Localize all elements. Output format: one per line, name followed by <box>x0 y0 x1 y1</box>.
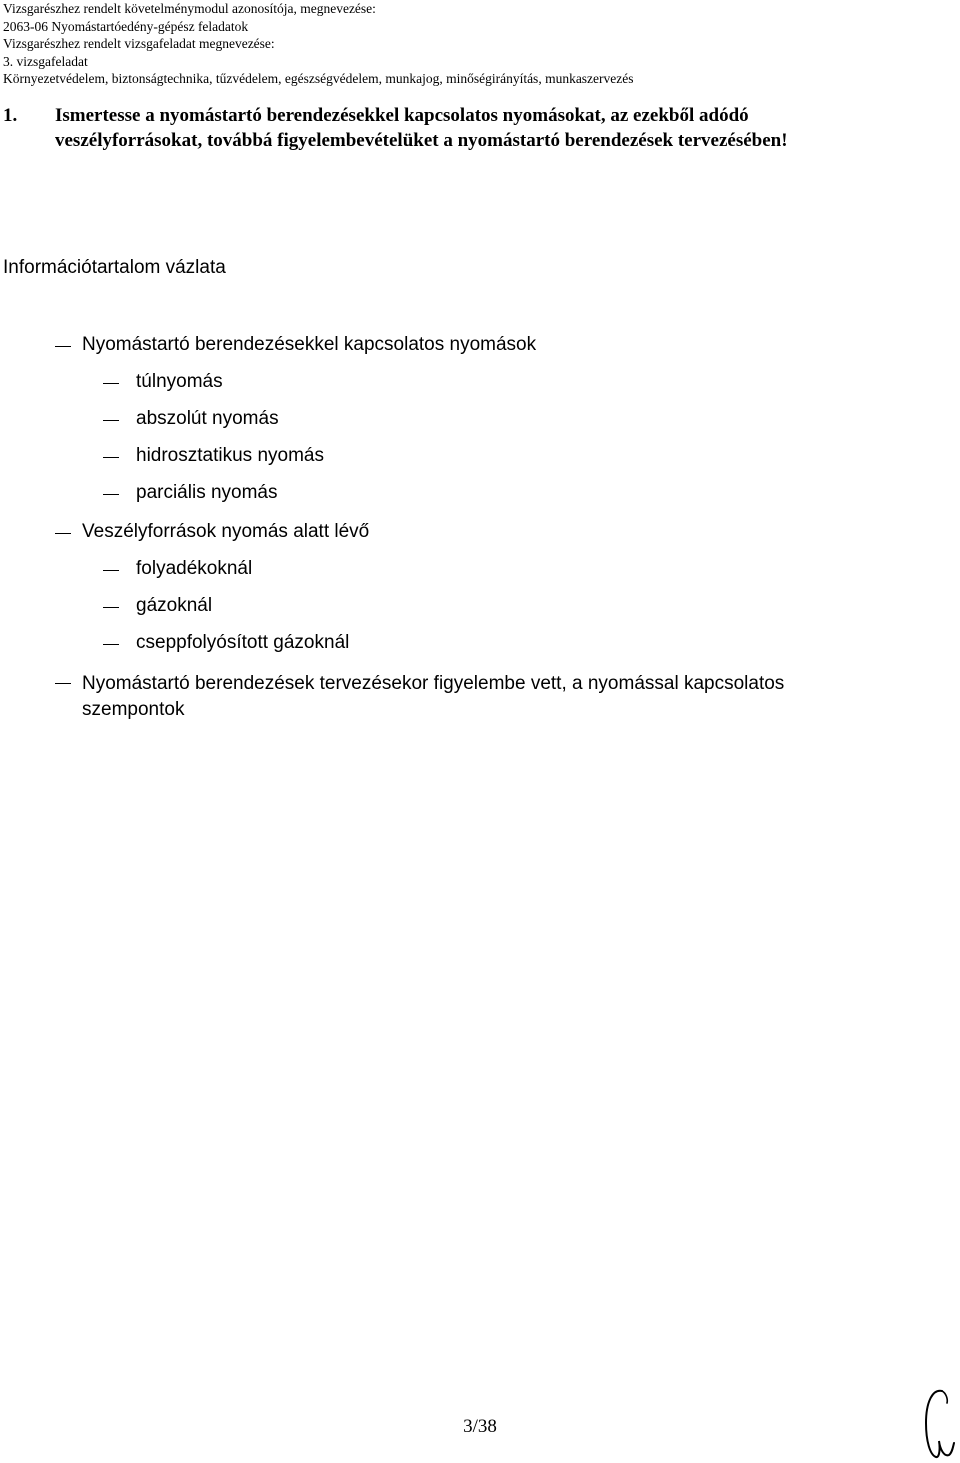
dash-bullet <box>103 570 119 571</box>
section-title: Információtartalom vázlata <box>3 257 226 278</box>
outline-item-text: túlnyomás <box>136 371 223 392</box>
dash-bullet <box>103 420 119 421</box>
dash-bullet <box>103 494 119 495</box>
outline-item-text: parciális nyomás <box>136 482 278 503</box>
dash-bullet <box>103 644 119 645</box>
outline-item-text: Veszélyforrások nyomás alatt lévő <box>82 521 370 542</box>
signature-mark <box>918 1385 958 1463</box>
dash-bullet <box>55 683 71 684</box>
outline-item-text: Nyomástartó berendezésekkel kapcsolatos nyomások <box>82 334 537 355</box>
dash-bullet <box>103 383 119 384</box>
document-header <box>3 0 634 88</box>
outline-item-text: hidrosztatikus nyomás <box>136 445 324 466</box>
task-text: Ismertesse a nyomástartó berendezésekkel kapcsolatos nyomásokat, az ezekből adódó veszélyforrásokat, továbbá figyelembevételüket a nyomástartó berendezések tervezésében! <box>55 105 788 151</box>
dash-bullet <box>55 346 71 347</box>
outline-item-text: folyadékoknál <box>136 558 253 579</box>
header-line: Környezetvédelem, biztonságtechnika, tűzvédelem, egészségvédelem, munkajog, minőségirányítás, munkaszervezés <box>3 71 634 86</box>
dash-bullet <box>55 533 71 534</box>
outline-item-text: cseppfolyósított gázoknál <box>136 632 350 653</box>
task-number: 1. <box>3 105 18 126</box>
header-line: 2063-06 Nyomástartóedény-gépész feladatok <box>3 18 249 34</box>
dash-bullet <box>103 607 119 608</box>
header-line: 3. vizsgafeladat <box>3 53 88 69</box>
dash-bullet <box>103 457 119 458</box>
outline-item-text: Nyomástartó berendezések tervezésekor figyelembe vett, a nyomással kapcsolatos szempontok <box>82 673 785 720</box>
outline-item-text: abszolút nyomás <box>136 408 279 429</box>
page-number: 3/38 <box>463 1416 497 1437</box>
header-line: Vizsgarészhez rendelt vizsgafeladat megnevezése: <box>3 36 275 51</box>
header-line: Vizsgarészhez rendelt követelménymodul azonosítója, megnevezése: <box>3 1 376 16</box>
outline-item-text: gázoknál <box>136 595 213 616</box>
